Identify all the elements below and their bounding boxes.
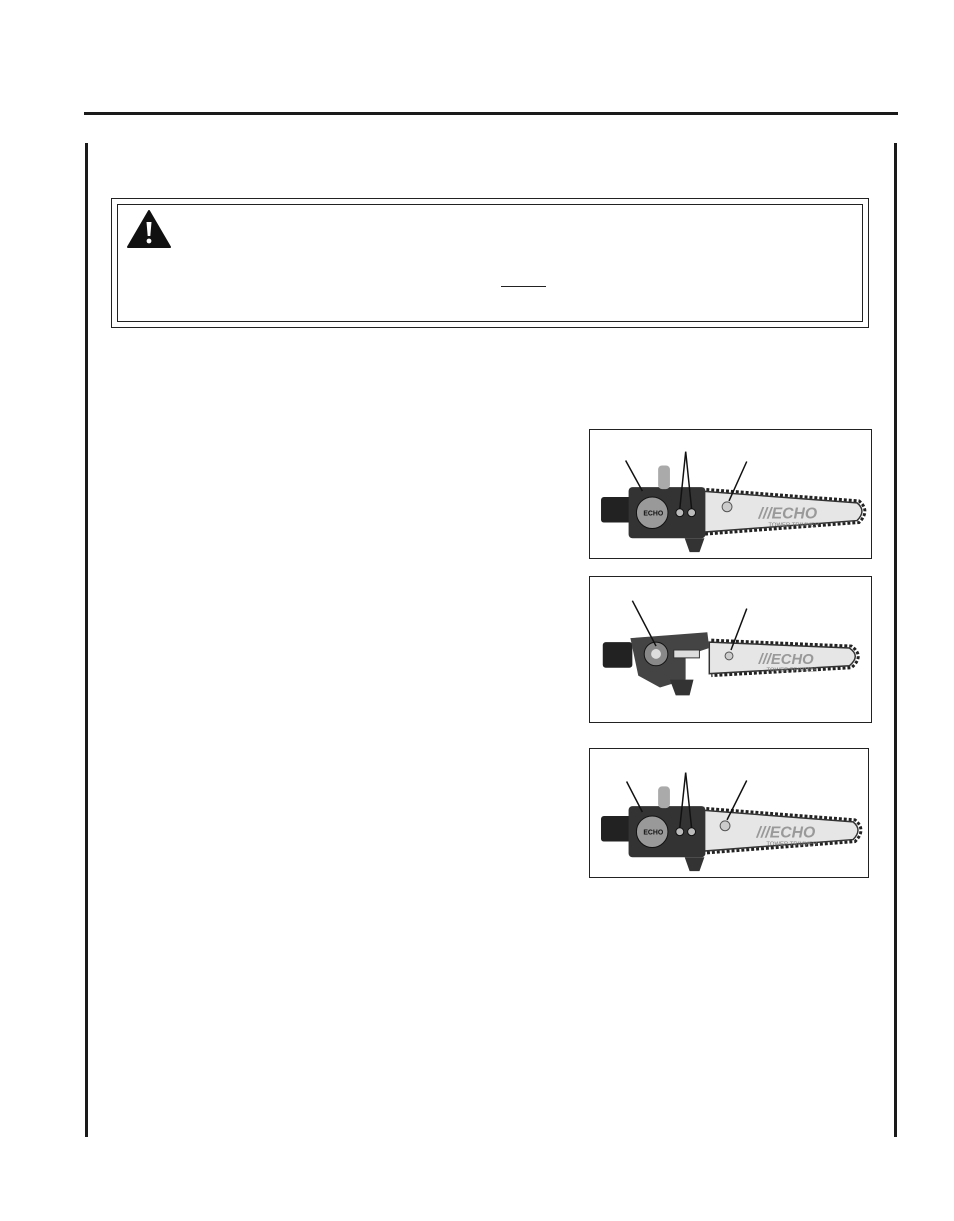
- svg-text:TOWER TRIMMER: TOWER TRIMMER: [766, 667, 818, 674]
- right-margin-rule: [894, 143, 897, 1137]
- warning-box-inner: [117, 204, 863, 322]
- svg-text:///ECHO: ///ECHO: [758, 651, 814, 668]
- chainsaw-head-icon: [590, 577, 871, 722]
- left-margin-rule: [85, 143, 88, 1137]
- chainsaw-head-icon: [590, 430, 871, 558]
- figure-3-photo: [589, 748, 869, 878]
- warning-box: [111, 198, 869, 328]
- header-rule: [84, 112, 898, 115]
- warning-triangle-icon: [126, 209, 172, 249]
- svg-text:///ECHO: ///ECHO: [758, 505, 818, 523]
- svg-text:ECHO: ECHO: [643, 829, 664, 837]
- svg-text:ECHO: ECHO: [643, 510, 664, 518]
- figure-2-photo: [589, 576, 872, 723]
- svg-text:TOWER TRIMMER: TOWER TRIMMER: [766, 841, 818, 848]
- warning-underline-mark: [501, 286, 546, 287]
- figure-1-photo: [589, 429, 872, 559]
- svg-text:///ECHO: ///ECHO: [756, 824, 816, 842]
- svg-text:TOWER TRIMMER: TOWER TRIMMER: [768, 522, 820, 529]
- chainsaw-head-icon: [590, 749, 868, 877]
